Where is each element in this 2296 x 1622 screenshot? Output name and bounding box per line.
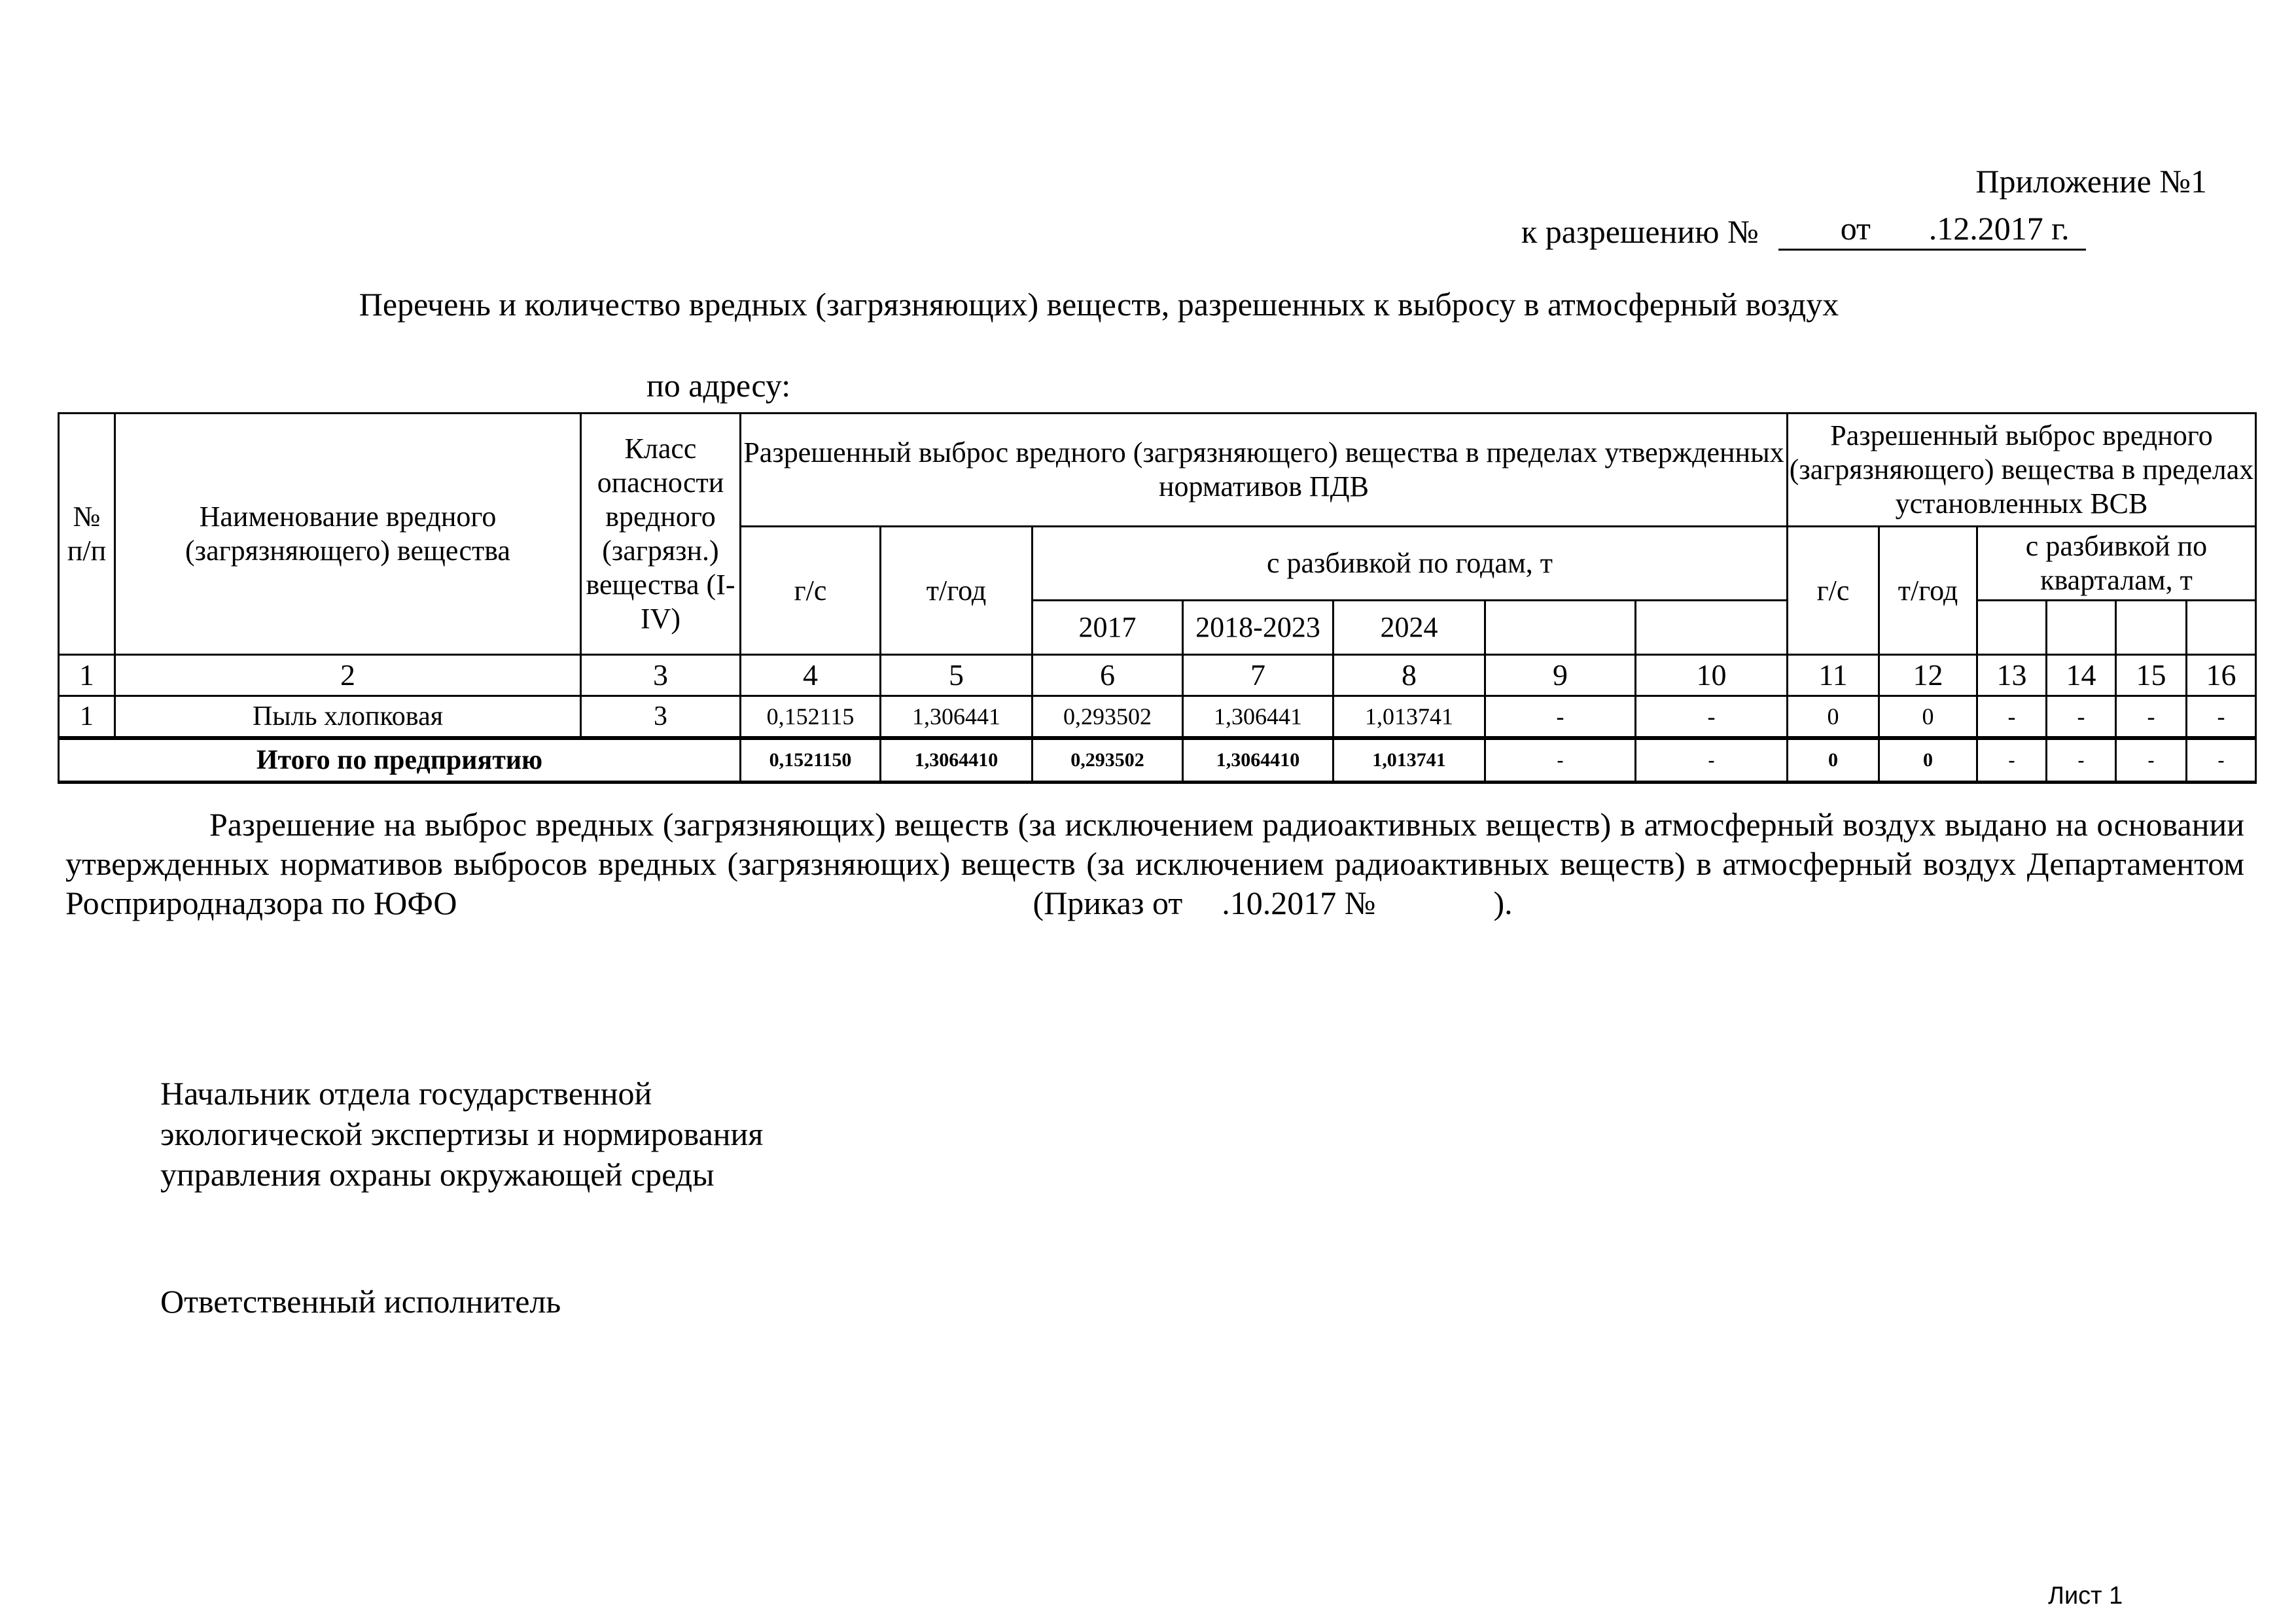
cell-year-2017: 0,293502 [1033,696,1183,739]
cell-q1: - [1977,696,2047,739]
col-number: 10 [1636,655,1788,696]
col-number: 14 [2047,655,2116,696]
total-year-2024: 1,013741 [1333,738,1485,783]
total-row [59,738,2256,783]
cell-num: 1 [59,696,115,739]
col-number: 4 [741,655,881,696]
cell-pdv-gs: 0,152115 [741,696,881,739]
cell-q4: - [2187,696,2256,739]
signer-line: экологической экспертизы и нормирования [160,1116,764,1152]
col-number: 13 [1977,655,2047,696]
permit-prefix: к разрешению № [1521,213,1759,250]
permit-reference [1521,211,2110,251]
cell-col9: - [1485,696,1636,739]
total-q2: - [2047,738,2116,783]
header-vsv-tyear: т/год [1879,527,1977,655]
cell-year-2018-2023: 1,306441 [1183,696,1333,739]
sheet-number: Лист 1 [2048,1582,2123,1610]
col-number: 5 [881,655,1033,696]
header-substance-name: Наименование вредного (загрязняющего) вещества [115,414,581,655]
cell-year-2024: 1,013741 [1333,696,1485,739]
cell-vsv-gs: 0 [1788,696,1879,739]
total-q4: - [2187,738,2256,783]
col-number: 9 [1485,655,1636,696]
paragraph-text: Разрешение на выброс вредных (загрязняющих) веществ (за исключением радиоактивных веществ) в атмосферный воздух выдано на основании утвержденных нормативов выбросов вредных (загрязняющих) веществ (за исключением радиоактивных веществ) в атмосферный воздух Департаментом Росприроднадзора по ЮФО [65,806,2244,921]
col-number: 8 [1333,655,1485,696]
total-vsv-tyear: 0 [1879,738,1977,783]
permit-date: .12.2017 г. [1928,210,2070,247]
total-col9: - [1485,738,1636,783]
header-vsv-gs: г/с [1788,527,1879,655]
table-row [59,696,2256,739]
header-pdv: Разрешенный выброс вредного (загрязняющего) вещества в пределах утвержденных нормативов ПДВ [741,414,1788,527]
cell-q2: - [2047,696,2116,739]
header-year-empty-2 [1636,601,1788,655]
header-year-2024: 2024 [1333,601,1485,655]
address-label: по адресу: [646,367,791,404]
total-pdv-tyear: 1,3064410 [881,738,1033,783]
total-q1: - [1977,738,2047,783]
header-by-years: с разбивкой по годам, т [1033,527,1788,601]
header-quarter-empty-2 [2047,601,2116,655]
col-number: 12 [1879,655,1977,696]
cell-substance: Пыль хлопковая [115,696,581,739]
header-hazard-class: Класс опасности вредного (загрязн.) вещества (I-IV) [581,414,741,655]
total-col10: - [1636,738,1788,783]
header-quarter-empty-4 [2187,601,2256,655]
permit-from: от [1840,210,1871,247]
total-label: Итого по предприятию [59,738,741,783]
col-number: 15 [2116,655,2187,696]
col-number: 16 [2187,655,2256,696]
col-number: 6 [1033,655,1183,696]
header-num: № п/п [59,414,115,655]
header-year-empty-1 [1485,601,1636,655]
total-year-2018-2023: 1,3064410 [1183,738,1333,783]
col-number: 3 [581,655,741,696]
cell-class: 3 [581,696,741,739]
header-year-2017: 2017 [1033,601,1183,655]
cell-pdv-tyear: 1,306441 [881,696,1033,739]
permit-number-blank [1778,211,2086,251]
order-date: .10.2017 № [1222,885,1376,921]
col-number: 1 [59,655,115,696]
emissions-table [58,412,2257,784]
executor-label: Ответственный исполнитель [160,1283,561,1320]
col-number: 2 [115,655,581,696]
header-year-2018-2023: 2018-2023 [1183,601,1333,655]
signer-block [160,1073,1076,1195]
total-q3: - [2116,738,2187,783]
header-quarter-empty-3 [2116,601,2187,655]
order-prefix: (Приказ от [1033,885,1183,921]
order-close: ). [1493,885,1513,921]
header-pdv-gs: г/с [741,527,881,655]
col-number: 7 [1183,655,1333,696]
header-pdv-tyear: т/год [881,527,1033,655]
total-vsv-gs: 0 [1788,738,1879,783]
column-numbers-row [59,655,2256,696]
cell-col10: - [1636,696,1788,739]
total-year-2017: 0,293502 [1033,738,1183,783]
cell-q3: - [2116,696,2187,739]
header-by-quarters: с разбивкой по кварталам, т [1977,527,2256,601]
header-quarter-empty-1 [1977,601,2047,655]
document-title: Перечень и количество вредных (загрязняющих) веществ, разрешенных к выбросу в атмосферный воздух [359,286,1839,323]
appendix-label: Приложение №1 [1975,163,2207,200]
col-number: 11 [1788,655,1879,696]
header-vsv: Разрешенный выброс вредного (загрязняющего) вещества в пределах установленных ВСВ [1788,414,2256,527]
cell-vsv-tyear: 0 [1879,696,1977,739]
signer-line: управления охраны окружающей среды [160,1156,715,1193]
total-pdv-gs: 0,1521150 [741,738,881,783]
permit-basis-paragraph [65,805,2244,923]
signer-line: Начальник отдела государственной [160,1075,652,1112]
